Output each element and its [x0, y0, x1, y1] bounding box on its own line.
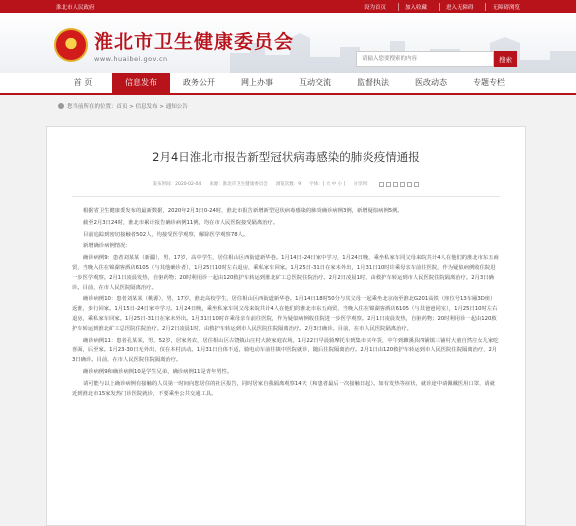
article-views: 浏览次数：9: [275, 182, 302, 187]
share-icon[interactable]: [407, 182, 412, 187]
search-input[interactable]: [356, 51, 494, 67]
nav-supervision[interactable]: 监督执法: [357, 78, 389, 87]
national-emblem-icon: ★: [54, 28, 88, 62]
font-size-control[interactable]: 字体：[ 大 中 小 ]: [309, 182, 346, 187]
site-url: www.huaibei.gov.cn: [94, 55, 168, 63]
article-date: 发布时间：2020-02-04: [152, 182, 202, 187]
article-panel: [46, 126, 526, 526]
article-paragraph: 截至2月3日24时，淮北市累计报告确诊病例11例，均在市人民医院接受隔离治疗。: [83, 219, 279, 226]
article-paragraph: 确诊病例9：患者刘某某（新疆），男，17岁，高中学生，居住相山区西街道新华巷。1月14日-24日家中学习，1月24日晚，乘坐私家车同父母来皖共计4人在他们的淮北市东五商贸，当晚入住在锦湖客酒店6105（与其他确诊者），1月25日10时左右退房，乘私家车回家。1月25日-31日在家未外出，1月31日10时许乘母亲车前往医院，作为疑似病例收住院进一步医学观察。2月1日凌晨发热，自驱药物；20时利用诊一起由120救护车转运到淮北矿工总医院住院治疗。2月2日凌晨1时，由救护车转运到市人民医院住院隔离治疗。2月3日确诊。目前，在市人民医院隔离治疗。: [72, 255, 499, 291]
article-paragraph: 确诊病例10：患者刘某某（桃源），男，17岁，淮北高校学生，居住相山区西街道新华巷。1月14日18时50分与其父母一起乘坐北京南至淮北G201高铁（座位号13车厢3D座）返淮，步行回家。1月15日-24日家中学习。1月24日晚，乘坐私家车同父母来皖共计4人在他们的淮北市东五商贸，当晚入住在锦湖客酒店6105（与其爸爸同室），1月25日10时左右退房，乘私家车回家。1月25日-31日在家未外出。1月31日10时许乘母亲车前往医院，作为疑似病例收住院进一步医学观察。2月1日凌晨发热，自驱药物；20时利用诊一起由120救护车转运到淮北矿工总医院住院治疗。2月2日凌晨1时，由救护车转运到市人民医院住院隔离治疗。2月3日确诊。目前，在市人民医院隔离治疗。: [72, 296, 498, 332]
article-body: [72, 207, 500, 399]
nav-online-services[interactable]: 网上办事: [241, 78, 273, 87]
main-nav: [0, 73, 576, 95]
top-bar: [0, 0, 576, 13]
share-icon[interactable]: [393, 182, 398, 187]
top-bar-links: [358, 3, 526, 11]
article-paragraph: 确诊病例11：患者孔某某，男，52岁，居家务农，居住相山区古饶镇山庄村大龄家庭农场。1月22日早晨骑摩托车到集市买年货，中午到濉溪县四铺镇三铺村大童自然庄女儿家吃喜面，后至家。1月23-30日无外出，仅在本村活动。1月31日自体不适，骑电动车前往镇中医院就诊，随后住院隔离治疗。2月1日由120救护车转运到市人民医院住院隔离治疗，2月3日确诊。目前，在市人民医院住院隔离治疗。: [72, 337, 499, 364]
article-paragraph: 根据省卫生健康委发布的最新数据，2020年2月3日0-24时，淮北市报告新增新型冠状病毒感染的肺炎确诊病例3例，新增疑似病例5例。: [83, 208, 403, 214]
top-link-accessible[interactable]: 进入无障碍: [439, 3, 480, 11]
share-icon[interactable]: [386, 182, 391, 187]
article-title: 2月4日淮北市报告新型冠状病毒感染的肺炎疫情通报: [152, 150, 420, 164]
top-link-favorite[interactable]: 加入收藏: [398, 3, 433, 11]
nav-special-topics[interactable]: 专题专栏: [473, 78, 505, 87]
nav-reform-news[interactable]: 医改动态: [415, 78, 447, 87]
share-icon[interactable]: [379, 182, 384, 187]
share-buttons: [379, 182, 419, 187]
share-icon[interactable]: [414, 182, 419, 187]
article-source: 来源：淮北市卫生健康委员会: [209, 182, 268, 187]
article-paragraph: 新增确诊病例情况：: [83, 243, 131, 250]
nav-interaction[interactable]: 互动交流: [299, 78, 331, 87]
share-label: 分享到：: [353, 182, 372, 187]
nav-gov-affairs[interactable]: 政务公开: [183, 78, 215, 87]
site-logo[interactable]: [54, 27, 294, 63]
nav-info-release[interactable]: 信息发布: [112, 73, 170, 93]
top-bar-site[interactable]: 淮北市人民政府: [56, 4, 95, 11]
nav-home[interactable]: 首 页: [73, 78, 93, 87]
article-paragraph: 目前追踪到密切接触者502人，均接受医学观察，解除医学观察78人。: [83, 231, 249, 238]
top-link-accessible-browse[interactable]: 无障碍浏览: [485, 3, 526, 11]
site-header: [0, 13, 576, 73]
article-paragraph: 请可能与以上确诊病例有接触的人员第一时间向您居住的社区报告，同时居家自我隔离观察14天（和患者最后一次接触日起）。如有发热等症状，就诊途中请佩戴医用口罩，请就近到淮北市15家发热门诊医院就诊，不要乘坐公共交通工具。: [72, 380, 495, 397]
breadcrumb: [0, 98, 576, 114]
article-meta: [72, 181, 500, 197]
search-box: [356, 51, 517, 67]
site-title: 淮北市卫生健康委员会: [94, 31, 295, 53]
article-paragraph: 确诊病例9和确诊病例10是学生兄弟，确诊病例11是青年男性。: [83, 368, 233, 375]
breadcrumb-text[interactable]: 您当前所在的位置：首页 > 信息发布 > 通知公告: [67, 104, 188, 110]
share-icon[interactable]: [400, 182, 405, 187]
location-icon: [58, 103, 64, 109]
top-link-home[interactable]: 设为首页: [363, 4, 386, 11]
search-button[interactable]: 搜索: [494, 51, 517, 67]
